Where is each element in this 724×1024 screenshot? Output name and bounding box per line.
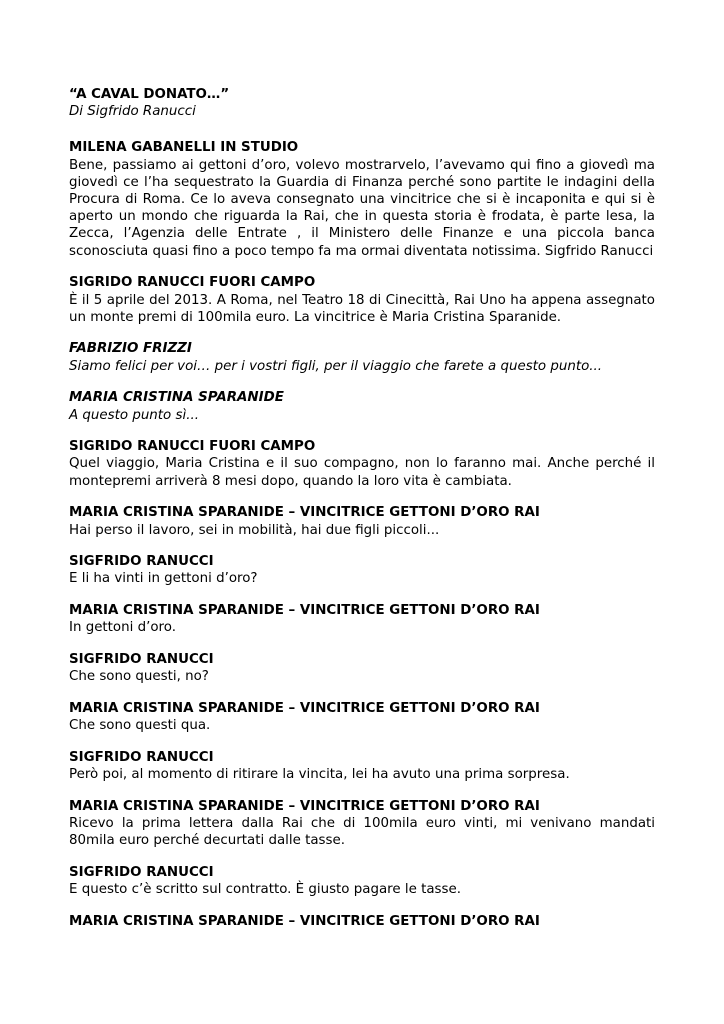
transcript-block [69, 340, 655, 374]
speaker-label: MARIA CRISTINA SPARANIDE [69, 390, 284, 406]
speaker-label: SIGFRIDO RANUCCI [69, 749, 214, 765]
speaker-label: MARIA CRISTINA SPARANIDE – VINCITRICE GETTONI D’ORO RAI [69, 603, 540, 619]
speaker-label: SIGFRIDO RANUCCI [69, 652, 214, 668]
speech-text: È il 5 aprile del 2013. A Roma, nel Teatro 18 di Cinecittà, Rai Uno ha appena assegnato un monte premi di 100mila euro. La vincitrice è Maria Cristina Sparanide. [69, 292, 655, 325]
transcript-block [69, 602, 655, 636]
speech-text: Che sono questi, no? [69, 669, 209, 685]
transcript-block [69, 553, 655, 587]
transcript-block [69, 913, 655, 930]
transcript-block [69, 504, 655, 538]
transcript-block [69, 389, 655, 423]
speaker-label: SIGFRIDO RANUCCI [69, 864, 214, 880]
speaker-label: SIGRIDO RANUCCI FUORI CAMPO [69, 439, 316, 455]
document-author: Di Sigfrido Ranucci [69, 104, 196, 120]
speaker-label: MARIA CRISTINA SPARANIDE – VINCITRICE GETTONI D’ORO RAI [69, 700, 540, 716]
speech-text: Hai perso il lavoro, sei in mobilità, hai due figli piccoli... [69, 522, 440, 538]
speaker-label: MARIA CRISTINA SPARANIDE – VINCITRICE GETTONI D’ORO RAI [69, 505, 540, 521]
speech-text: E li ha vinti in gettoni d’oro? [69, 571, 258, 587]
speaker-label: SIGFRIDO RANUCCI [69, 554, 214, 570]
transcript-block [69, 749, 655, 783]
speech-text: Ricevo la prima lettera dalla Rai che di 100mila euro vinti, mi venivano mandati 80mila euro perché decurtati dalle tasse. [69, 816, 655, 849]
speech-text: Siamo felici per voi… per i vostri figli, per il viaggio che farete a questo punto... [69, 358, 603, 374]
transcript-block [69, 139, 655, 259]
speaker-label: MARIA CRISTINA SPARANIDE – VINCITRICE GETTONI D’ORO RAI [69, 913, 540, 929]
speaker-label: MARIA CRISTINA SPARANIDE – VINCITRICE GETTONI D’ORO RAI [69, 798, 540, 814]
speaker-label: SIGRIDO RANUCCI FUORI CAMPO [69, 275, 316, 291]
speech-text: A questo punto sì... [69, 407, 199, 423]
speech-text: E questo c’è scritto sul contratto. È giusto pagare le tasse. [69, 882, 461, 898]
transcript-block [69, 700, 655, 734]
speech-text: Bene, passiamo ai gettoni d’oro, volevo mostrarvelo, l’avevamo qui fino a giovedì ma giovedì ce l’ha sequestrato la Guardia di Finanza perché sono partite le indagini della Procura di Roma. Ce lo aveva consegnato una vincitrice che si è incaponita e qui si è aperto un mondo che riguarda la Rai, che in questa storia è frodata, è parte lesa, la Zecca, l’Agenzia delle Entrate , il Ministero delle Finanze e una piccola banca sconosciuta quasi fino a poco tempo fa ma ormai diventata notissima. Sigfrido Ranucci [69, 157, 655, 259]
document-title: “A CAVAL DONATO…” [69, 87, 230, 102]
transcript-block [69, 651, 655, 685]
transcript-block [69, 864, 655, 898]
title-block [69, 86, 655, 120]
speech-text: Che sono questi qua. [69, 718, 211, 734]
speech-text: In gettoni d’oro. [69, 620, 176, 636]
document-page [69, 86, 655, 945]
speaker-label: MILENA GABANELLI IN STUDIO [69, 140, 299, 156]
speech-text: Quel viaggio, Maria Cristina e il suo compagno, non lo faranno mai. Anche perché il montepremi arriverà 8 mesi dopo, quando la loro vita è cambiata. [69, 456, 655, 489]
speech-text: Però poi, al momento di ritirare la vincita, lei ha avuto una prima sorpresa. [69, 767, 570, 783]
transcript-block [69, 798, 655, 850]
transcript-block [69, 438, 655, 490]
speaker-label: FABRIZIO FRIZZI [69, 341, 192, 357]
transcript-block [69, 274, 655, 326]
